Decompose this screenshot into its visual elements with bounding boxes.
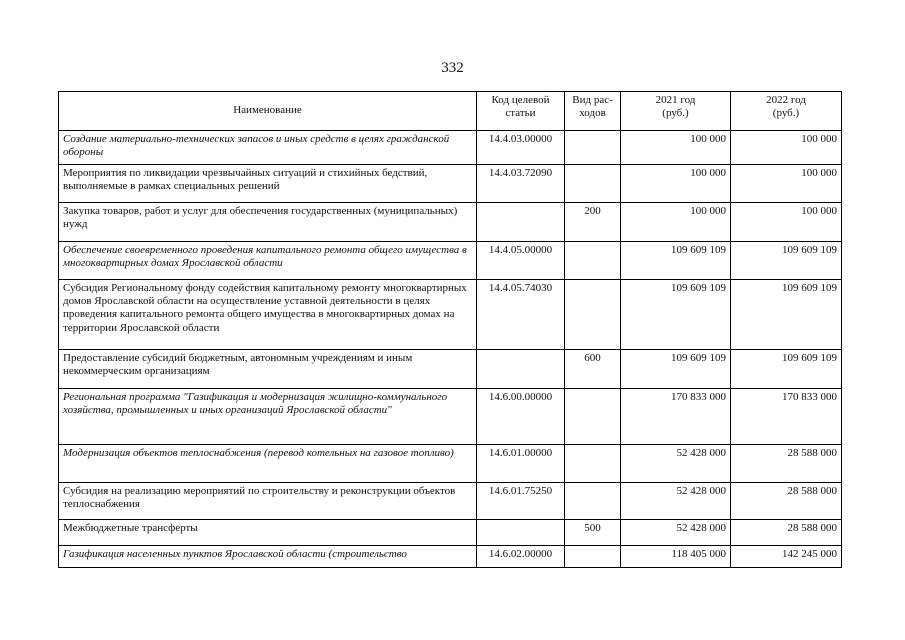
- row-expense-type: [565, 165, 621, 203]
- header-name: Наименование: [59, 92, 477, 131]
- header-2021: 2021 год (руб.): [621, 92, 731, 131]
- row-code: 14.4.05.00000: [477, 242, 565, 280]
- row-value-2022: 28 588 000: [731, 520, 842, 546]
- row-value-2021: 100 000: [621, 203, 731, 242]
- row-value-2021: 100 000: [621, 131, 731, 165]
- row-expense-type: [565, 242, 621, 280]
- row-expense-type: [565, 546, 621, 568]
- table-row: [59, 483, 842, 520]
- row-value-2021: 52 428 000: [621, 520, 731, 546]
- row-expense-type: [565, 131, 621, 165]
- row-name: Региональная программа "Газификация и модернизация жилищно-коммунального хозяйства, промышленных и иных организаций Ярославской области": [59, 389, 477, 445]
- table-header-row: [59, 92, 842, 131]
- row-expense-type: 600: [565, 350, 621, 389]
- row-code: 14.6.01.75250: [477, 483, 565, 520]
- row-value-2021: 109 609 109: [621, 280, 731, 350]
- row-name: Создание материально-технических запасов и иных средств в целях гражданской обороны: [59, 131, 477, 165]
- row-name: Предоставление субсидий бюджетным, автономным учреждениям и иным некоммерческим организациям: [59, 350, 477, 389]
- header-2022: 2022 год (руб.): [731, 92, 842, 131]
- row-value-2021: 52 428 000: [621, 445, 731, 483]
- row-value-2021: 109 609 109: [621, 242, 731, 280]
- row-value-2021: 100 000: [621, 165, 731, 203]
- row-name: Субсидия на реализацию мероприятий по строительству и реконструкции объектов теплоснабжения: [59, 483, 477, 520]
- row-expense-type: [565, 483, 621, 520]
- table-row: [59, 350, 842, 389]
- row-value-2022: 170 833 000: [731, 389, 842, 445]
- row-value-2022: 100 000: [731, 165, 842, 203]
- row-code: [477, 350, 565, 389]
- row-name: Обеспечение своевременного проведения капитального ремонта общего имущества в многоквартирных домах Ярославской области: [59, 242, 477, 280]
- row-code: 14.6.02.00000: [477, 546, 565, 568]
- row-name: Мероприятия по ликвидации чрезвычайных ситуаций и стихийных бедствий, выполняемые в рамках специальных решений: [59, 165, 477, 203]
- header-expense-type: Вид рас- ходов: [565, 92, 621, 131]
- table-row: [59, 280, 842, 350]
- row-code: 14.4.03.72090: [477, 165, 565, 203]
- row-expense-type: [565, 280, 621, 350]
- budget-table: [58, 91, 842, 568]
- row-value-2021: 109 609 109: [621, 350, 731, 389]
- row-name: Газификация населенных пунктов Ярославской области (строительство: [59, 546, 477, 568]
- table-row: [59, 546, 842, 568]
- table-row: [59, 165, 842, 203]
- page-number: 332: [441, 60, 464, 76]
- row-value-2021: 118 405 000: [621, 546, 731, 568]
- row-expense-type: 500: [565, 520, 621, 546]
- row-code: [477, 203, 565, 242]
- table-row: [59, 203, 842, 242]
- row-expense-type: 200: [565, 203, 621, 242]
- table-row: [59, 445, 842, 483]
- row-name: Субсидия Региональному фонду содействия капитальному ремонту многоквартирных домов Ярославской области на осуществление уставной деятельности в целях проведения капитального ремонта общего имущества в многоквартирных домах на территории Ярославской области: [59, 280, 477, 350]
- table-row: [59, 131, 842, 165]
- table-row: [59, 242, 842, 280]
- row-value-2022: 28 588 000: [731, 483, 842, 520]
- row-expense-type: [565, 445, 621, 483]
- row-name: Модернизация объектов теплоснабжения (перевод котельных на газовое топливо): [59, 445, 477, 483]
- row-code: [477, 520, 565, 546]
- row-value-2022: 109 609 109: [731, 242, 842, 280]
- row-value-2021: 170 833 000: [621, 389, 731, 445]
- row-value-2022: 109 609 109: [731, 280, 842, 350]
- row-value-2022: 142 245 000: [731, 546, 842, 568]
- row-code: 14.6.01.00000: [477, 445, 565, 483]
- row-code: 14.6.00.00000: [477, 389, 565, 445]
- row-value-2022: 109 609 109: [731, 350, 842, 389]
- table-row: [59, 520, 842, 546]
- row-code: 14.4.03.00000: [477, 131, 565, 165]
- row-value-2021: 52 428 000: [621, 483, 731, 520]
- header-code: Код целевой статьи: [477, 92, 565, 131]
- row-name: Закупка товаров, работ и услуг для обеспечения государственных (муниципальных) нужд: [59, 203, 477, 242]
- row-name: Межбюджетные трансферты: [59, 520, 477, 546]
- row-value-2022: 28 588 000: [731, 445, 842, 483]
- row-value-2022: 100 000: [731, 131, 842, 165]
- row-value-2022: 100 000: [731, 203, 842, 242]
- table-row: [59, 389, 842, 445]
- row-code: 14.4.05.74030: [477, 280, 565, 350]
- row-expense-type: [565, 389, 621, 445]
